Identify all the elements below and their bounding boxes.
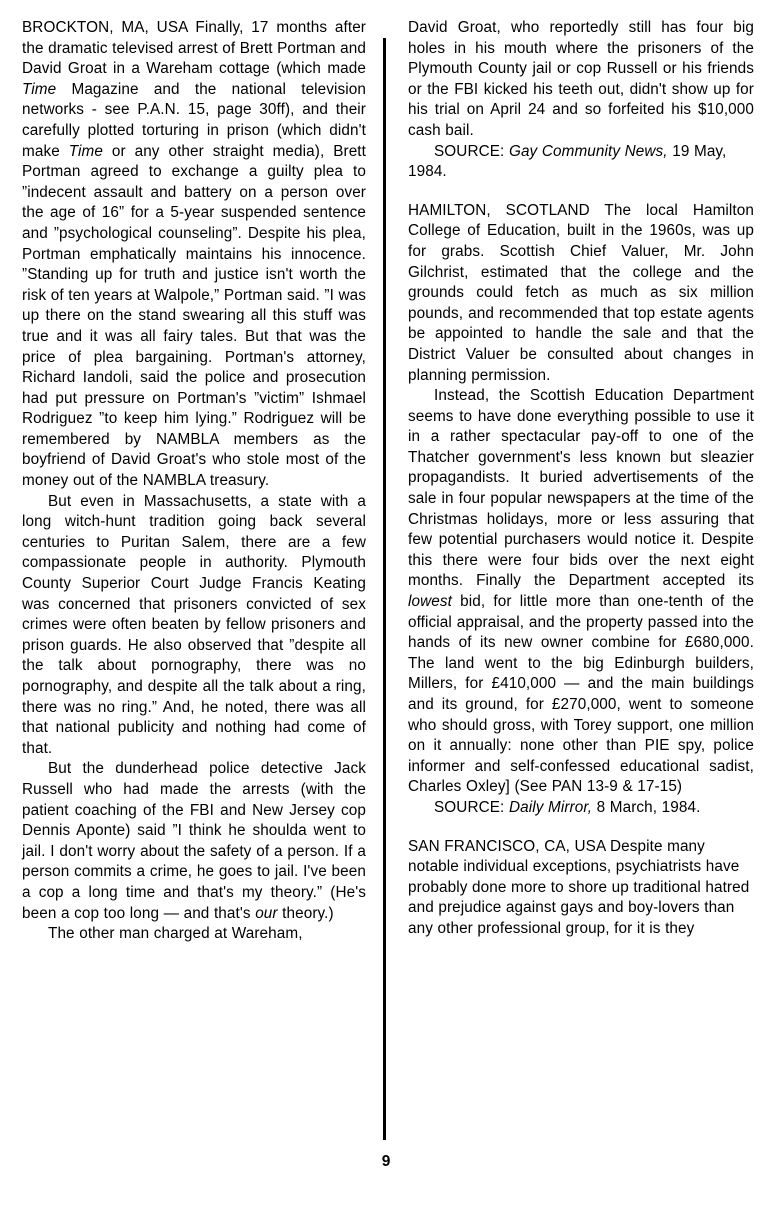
text-run: Instead, the Scottish Education Department seems to have done everything possible to use it in a rather spectacular pay-off to one of the Thatcher government's less known but sleazier propagandists. It buried advertisements of the sale in four popular newspapers at the time of the Christmas holidays, more or less assuring that few potential purchasers would notice it. Despite this there were four bids over the next eight months. Finally the Department accepted its bbox=[408, 387, 754, 590]
news-item bbox=[408, 201, 754, 819]
news-item bbox=[408, 18, 754, 183]
text-run: But even in Massachusetts, a state with a long witch-hunt tradition going back several centuries to Puritan Salem, there are a few compassionate people in authority. Plymouth County Superior Court Judge Francis Keating was concerned that prisoners convicted of sex crimes were often beaten by fellow prisoners and prison guards. He also observed that ”despite all the talk about pornography, there was no pornography, and despite all the talk about a ring, there was no ring.” And, he noted, there was all that national publicity and nothing had come of that. bbox=[22, 492, 366, 757]
text-run: theory.) bbox=[277, 904, 334, 922]
text-run: SOURCE: bbox=[434, 798, 509, 816]
text-run: SOURCE: bbox=[434, 142, 509, 160]
news-item bbox=[22, 18, 366, 945]
italic-text-run: Time bbox=[68, 142, 103, 160]
paragraph bbox=[408, 386, 754, 798]
text-run: or any other straight media), Brett Portman agreed to exchange a guilty plea to ”indecent assault and battery on a person over the age of 16” for a 5-year suspended sentence and ”psychological counseling”. Despite his plea, Portman emphatically maintains his innocence. ”Standing up for truth and justice isn't worth the risk of ten years at Walpole,” Portman said. ”I was up there on the stand swearing all this stuff was true and it was all fairy tales. But that was the price of plea bargaining. Portman's attorney, Richard Iandoli, said the police and prosecution had put pressure on Portman's ”victim” Ishmael Rodriguez ”to keep him lying.” Rodriguez will be remembered by NAMBLA members as the boyfriend of David Groat's who stole most of the money out of the NAMBLA treasury. bbox=[22, 142, 367, 490]
italic-text-run: our bbox=[255, 904, 278, 922]
text-run: The other man charged at Wareham, bbox=[48, 925, 303, 943]
text-run: But the dunderhead police detective Jack Russell who had made the arrests (with the patient coaching of the FBI and New Jersey cop Dennis Aponte) said ”I think he shoulda went to jail. I don't worry about the safety of a person. If a person commits a crime, he goes to jail. I've been a cop a long time and that's my theory.” (He's been a cop too long — and that's bbox=[22, 760, 366, 922]
left-text-column bbox=[0, 0, 386, 945]
paragraph bbox=[408, 798, 754, 819]
paragraph bbox=[408, 18, 754, 142]
text-run: HAMILTON, SCOTLAND The local Hamilton College of Education, built in the 1960s, was up for grabs. Scottish Chief Valuer, Mr. John Gilchrist, estimated that the college and the grounds could fetch as much as six million pounds, and recommended that top estate agents be appointed to handle the sale and that the District Valuer be consulted about changes in planning permission. bbox=[408, 201, 754, 384]
news-item bbox=[408, 837, 754, 940]
page-number: 9 bbox=[381, 1153, 391, 1170]
paragraph bbox=[408, 142, 754, 183]
text-run: 8 March, 1984. bbox=[592, 798, 701, 816]
text-run: BROCKTON, MA, USA Finally, 17 months after the dramatic televised arrest of Brett Portman and David Groat in a Wareham cottage (which made bbox=[22, 19, 366, 78]
text-run: SAN FRANCISCO, CA, USA Despite many notable individual exceptions, psychiatrists have probably done more to shore up traditional hatred and prejudice against gays and boy-lovers than any other professional group, for it is they bbox=[408, 837, 750, 937]
right-text-column bbox=[386, 0, 772, 940]
paragraph bbox=[408, 201, 754, 386]
italic-text-run: lowest bbox=[408, 593, 452, 611]
paragraph bbox=[22, 492, 366, 760]
paragraph bbox=[22, 924, 366, 945]
paragraph bbox=[22, 759, 366, 924]
italic-text-run: Gay Community News, bbox=[508, 142, 668, 160]
paragraph bbox=[22, 18, 366, 492]
italic-text-run: Daily Mirror, bbox=[508, 798, 593, 816]
text-run: David Groat, who reportedly still has four big holes in his mouth where the prisoners of the Plymouth County jail or cop Russell or his friends or the FBI kicked his teeth out, didn't show up for his trial on April 24 and so forfeited his $10,000 cash bail. bbox=[408, 19, 754, 139]
text-run: Magazine and the national television networks - see P.A.N. 15, page 30ff), and their carefully plotted torturing in prison (which didn't make bbox=[22, 80, 366, 160]
text-run: bid, for little more than one-tenth of the official appraisal, and the property passed into the hands of its new owner combine for £680,000. The land went to the big Edinburgh builders, Millers, for £410,000 — and the main buildings and its ground, for £270,000, went to someone who should gross, with Torey support, one million on it annually: none other than PIE spy, police informer and self-confessed educational sadist, Charles Oxley] (See PAN 13-9 & 17-15) bbox=[408, 593, 754, 796]
text-run: 19 May, 1984. bbox=[408, 142, 727, 181]
italic-text-run: Time bbox=[22, 80, 57, 98]
paragraph bbox=[408, 837, 754, 940]
